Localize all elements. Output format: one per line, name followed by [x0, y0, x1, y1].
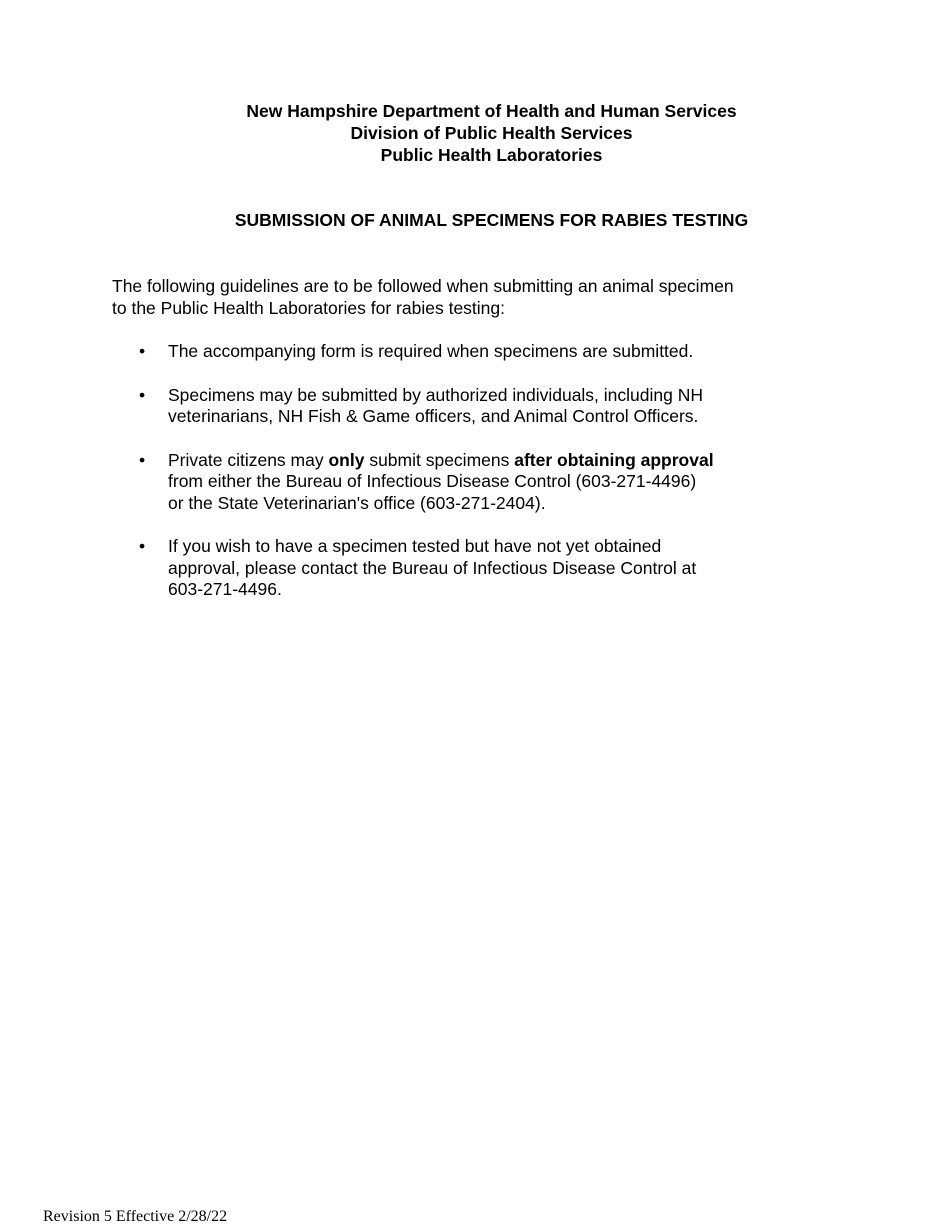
document-title: SUBMISSION OF ANIMAL SPECIMENS FOR RABIES TESTING [234, 210, 749, 230]
text-segment: submit specimens [364, 449, 515, 470]
list-item-line: approval, please contact the Bureau of Infectious Disease Control at [168, 557, 697, 578]
document-header [0, 100, 950, 166]
list-item-line: from either the Bureau of Infectious Disease Control (603-271-4496) [168, 471, 697, 491]
bullet-icon: • [139, 341, 146, 361]
list-item-line: If you wish to have a specimen tested but have not yet obtained [168, 536, 662, 556]
list-item-line: veterinarians, NH Fish & Game officers, and Animal Control Officers. [168, 406, 699, 426]
list-item-line [168, 450, 812, 472]
list-item-line: 603-271-4496. [168, 579, 282, 599]
guidelines-list [112, 341, 812, 623]
intro-line: to the Public Health Laboratories for rabies testing: [112, 297, 505, 318]
bullet-icon: • [139, 536, 146, 556]
list-item [112, 341, 812, 363]
text-segment: Private citizens may [168, 449, 329, 470]
intro-paragraph [112, 276, 812, 319]
bullet-icon: • [139, 449, 146, 470]
list-item [112, 536, 812, 601]
intro-line: The following guidelines are to be followed when submitting an animal specimen [112, 276, 734, 296]
list-item-line: Specimens may be submitted by authorized individuals, including NH [168, 384, 703, 405]
division-name: Division of Public Health Services [350, 123, 633, 143]
list-item-line: The accompanying form is required when specimens are submitted. [168, 341, 694, 361]
laboratory-name: Public Health Laboratories [380, 145, 603, 165]
list-item-line: or the State Veterinarian's office (603-271-2404). [168, 492, 546, 513]
list-item [112, 450, 812, 515]
list-item [112, 385, 812, 428]
emphasis-approval: after obtaining approval [514, 449, 714, 470]
revision-footer: Revision 5 Effective 2/28/22 [43, 1208, 228, 1225]
bullet-icon: • [139, 384, 146, 405]
emphasis-only: only [328, 449, 365, 470]
department-name: New Hampshire Department of Health and Human Services [246, 101, 737, 121]
